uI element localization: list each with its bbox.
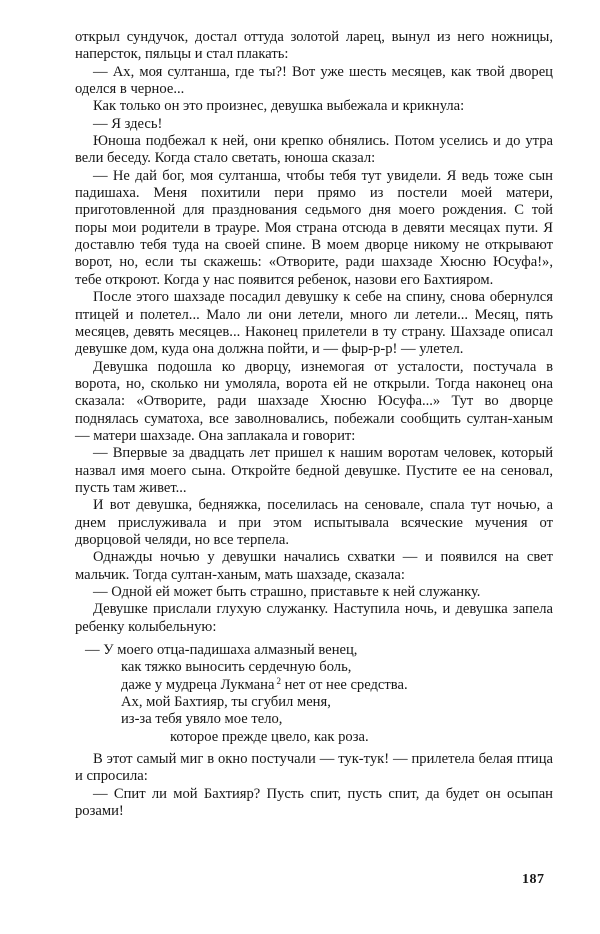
- paragraph-dialogue: — Ах, моя султанша, где ты?! Вот уже шесть месяцев, как твой дворец оделся в черное...: [75, 63, 553, 98]
- paragraph: Девушка подошла ко дворцу, изнемогая от усталости, постучала в ворота, но, сколько ни умоляла, ворота ей не открыли. Тогда наконец она сказала: «Отворите, ради шахзаде Хюсню Юсуфа...» Тут во дворце поднялась суматоха, все заволновались, побежали сообщить султан-ханым — матери шахзаде. Она заплакала и говорит:: [75, 358, 553, 444]
- paragraph: Как только он это произнес, девушка выбежала и крикнула:: [93, 98, 465, 115]
- paragraph: Девушке прислали глухую служанку. Наступила ночь, и девушка запела ребенку колыбельную:: [75, 601, 553, 635]
- verse-line: Ах, мой Бахтияр, ты сгубил меня,: [121, 694, 331, 711]
- paragraph: Однажды ночью у девушки начались схватки — и появился на свет мальчик. Тогда султан-ханым, мать шахзаде, сказала:: [75, 549, 553, 583]
- verse-line-part: даже у мудреца Лукмана: [121, 676, 275, 693]
- paragraph-dialogue: — Одной ей может быть страшно, приставьте к ней служанку.: [93, 584, 481, 600]
- verse-line: которое прежде цвело, как роза.: [170, 728, 369, 745]
- paragraph: В этот самый миг в окно постучали — тук-тук! — прилетела белая птица и спросила:: [75, 751, 553, 785]
- footnote-mark: 2: [276, 675, 281, 686]
- paragraph-dialogue: — Спит ли мой Бахтияр? Пусть спит, пусть спит, да будет он осыпан розами!: [75, 785, 553, 820]
- paragraph-dialogue: — Я здесь!: [93, 115, 163, 132]
- verse-line: [75, 677, 553, 694]
- main-text: [75, 29, 553, 820]
- verse-line: как тяжко выносить сердечную боль,: [121, 659, 352, 676]
- paragraph-dialogue: — Впервые за двадцать лет пришел к нашим воротам человек, который назвал имя моего сына. Откройте бедной девушке. Пустите ее на сеновал, пусть там живет...: [75, 445, 553, 496]
- paragraph: После этого шахзаде посадил девушку к себе на спину, снова обернулся птицей и полетел... Мало ли они летели, много ли летели... Месяц, пять месяцев, девять месяцев... Наконец прилетели в ту страну. Шахзаде описал девушке дом, куда она должна пойти, и — фыр-р-р! — улетел.: [75, 289, 553, 358]
- verse-line-part: нет от нее средства.: [284, 676, 408, 693]
- paragraph-continued: открыл сундучок, достал оттуда золотой ларец, вынул из него ножницы, наперсток, пяльцы и стал плакать:: [75, 29, 553, 63]
- paragraph: Юноша подбежал к ней, они крепко обнялись. Потом уселись и до утра вели беседу. Когда стало светать, юноша сказал:: [75, 133, 553, 167]
- paragraph: И вот девушка, бедняжка, поселилась на сеновале, спала тут ночью, а днем прислуживала и при этом испытывала всяческие мучения от дворцовой челяди, но все терпела.: [75, 497, 553, 548]
- verse-line: из-за тебя увяло мое тело,: [121, 711, 283, 728]
- page-number: 187: [522, 872, 545, 887]
- lullaby-verse: [75, 642, 553, 746]
- paragraph-dialogue: — Не дай бог, моя султанша, чтобы тебя тут увидели. Я ведь тоже сын падишаха. Меня похитили пери прямо из постели моей матери, приготовленной для празднования седьмого дня моего рождения. С той поры мои родители в трауре. Моя страна отсюда в девяти месяцах пути. Я доставлю тебя туда на своей спине. В моем дворце никому не открывают ворот, но, если ты скажешь: «Отворите, ради шахзаде Хюсню Юсуфа!», тебе откроют. Когда у нас появится ребенок, назови его Бахтияром.: [75, 167, 553, 288]
- verse-line: — У моего отца-падишаха алмазный венец,: [85, 642, 358, 659]
